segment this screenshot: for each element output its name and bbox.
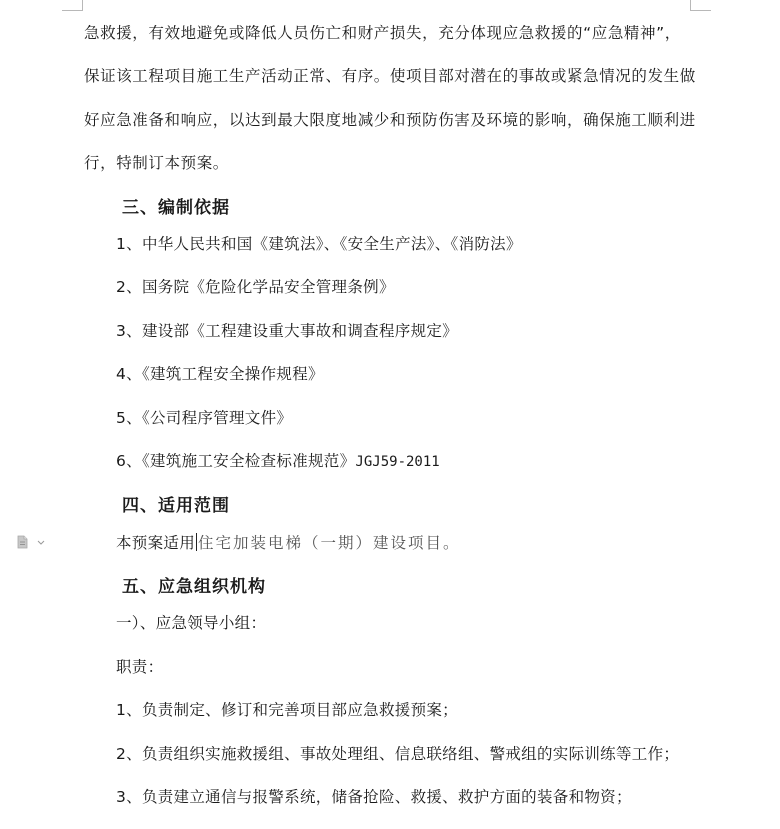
page-corner-mark-right	[690, 0, 711, 11]
scope-text[interactable]	[116, 532, 461, 554]
section-heading-basis: 三、编制依据	[122, 198, 230, 218]
basis-item-2: 2、国务院《危险化学品安全管理条例》	[116, 278, 395, 296]
section-heading-organization: 五、应急组织机构	[122, 577, 266, 597]
basis-item-4: 4、《建筑工程安全操作规程》	[116, 365, 324, 383]
page-corner-mark-left	[62, 0, 83, 11]
basis-item-1: 1、中华人民共和国《建筑法》、《安全生产法》、《消防法》	[116, 235, 522, 253]
paragraph-line-2: 保证该工程项目施工生产活动正常、有序。使项目部对潜在的事故或紧急情况的发生做	[84, 67, 696, 85]
document-icon[interactable]	[16, 535, 46, 549]
duty-item-3: 3、负责建立通信与报警系统，储备抢险、救援、救护方面的装备和物资；	[116, 788, 632, 806]
basis-item-3: 3、建设部《工程建设重大事故和调查程序规定》	[116, 322, 458, 340]
scope-prefix: 本预案适用	[116, 534, 196, 552]
section-heading-scope: 四、适用范围	[122, 496, 230, 516]
paragraph-line-3: 好应急准备和响应，以达到最大限度地减少和预防伤害及环境的影响，确保施工顺利进	[84, 111, 696, 129]
duties-label: 职责：	[116, 658, 164, 676]
leadership-group-label: 一）、应急领导小组：	[116, 614, 267, 632]
text-cursor	[196, 533, 197, 551]
basis-item-5: 5、《公司程序管理文件》	[116, 409, 293, 427]
scope-project-name: 住宅加装电梯（一期）建设项目。	[198, 534, 461, 552]
standard-code: JGJ59-2011	[355, 454, 440, 470]
basis-item-6	[116, 450, 440, 473]
paragraph-line-1: 急救援，有效地避免或降低人员伤亡和财产损失，充分体现应急救援的“应急精神”，	[84, 24, 681, 42]
duty-item-1: 1、负责制定、修订和完善项目部应急救援预案；	[116, 701, 458, 719]
duty-item-2: 2、负责组织实施救援组、事故处理组、信息联络组、警戒组的实际训练等工作；	[116, 745, 680, 763]
basis-item-6-text: 6、《建筑施工安全检查标准规范》	[116, 452, 356, 470]
paragraph-line-4: 行，特制订本预案。	[84, 154, 229, 172]
